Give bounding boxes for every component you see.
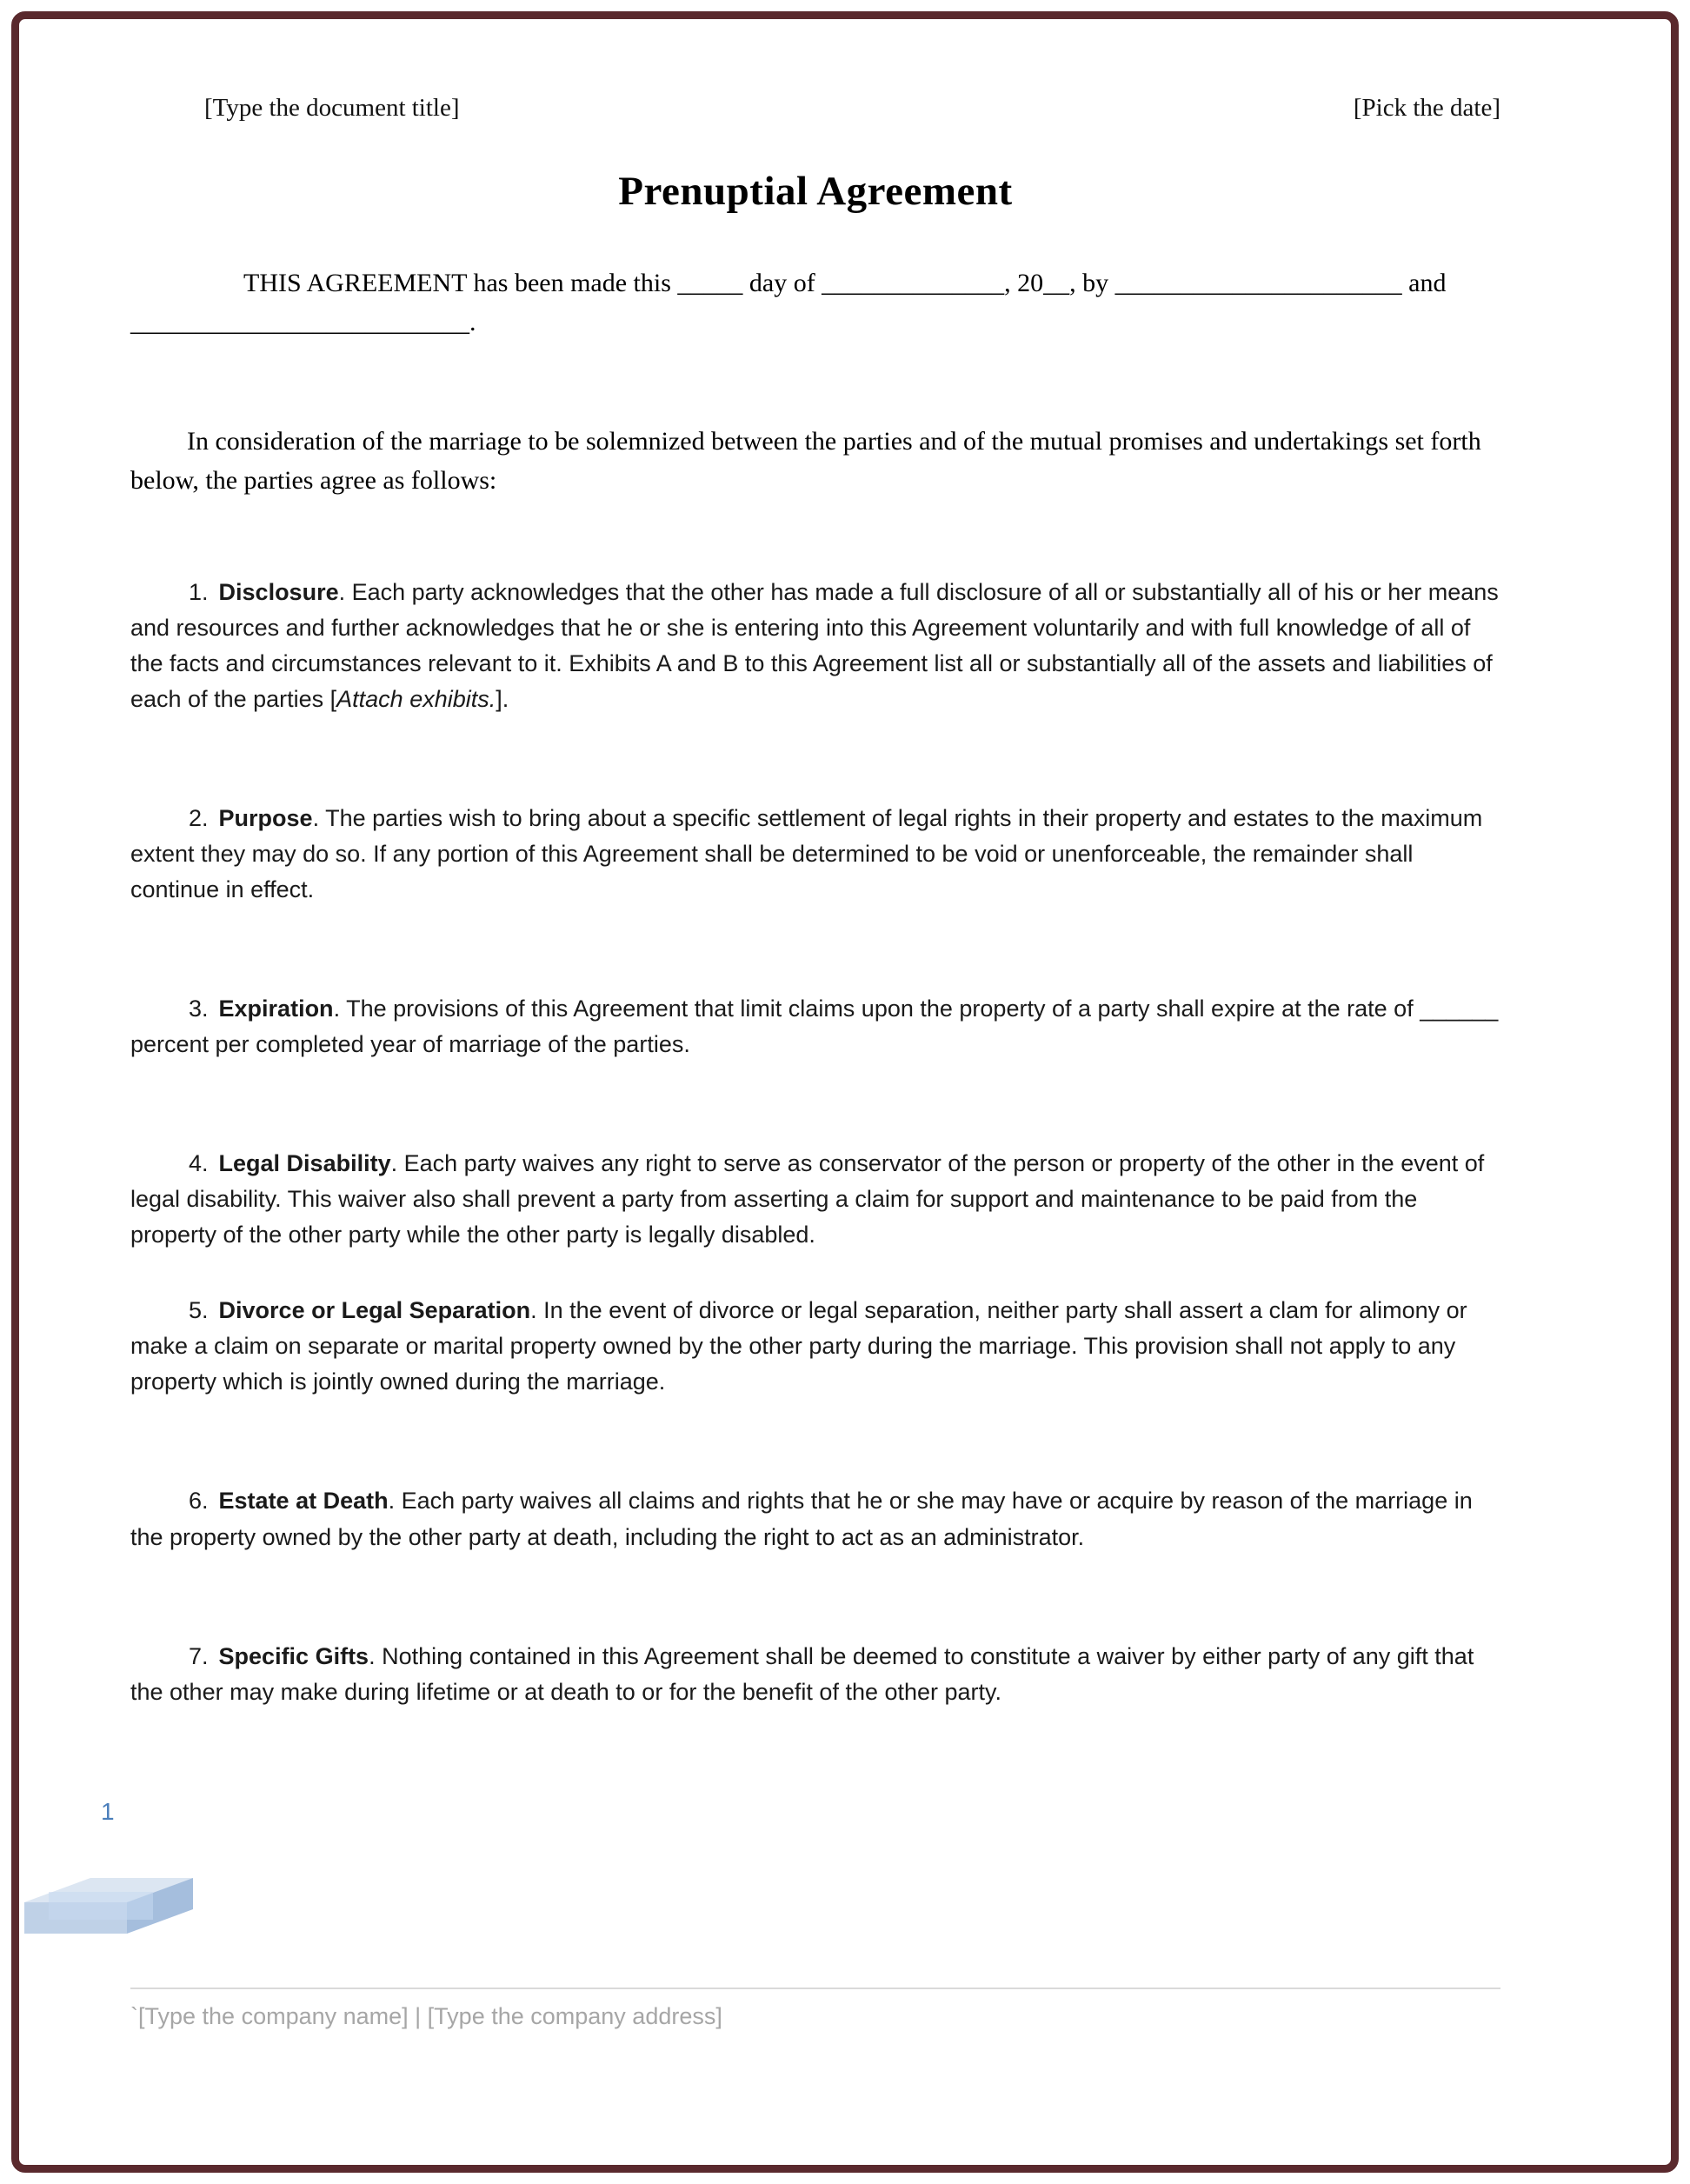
section-title: Specific Gifts [218,1642,369,1669]
section-body: . Nothing contained in this Agreement shall be deemed to constitute a waiver by either party of any gift that the other may make during lifetime or at death to or for the benefit of the other party. [130,1642,1474,1705]
section-body: . Each party waives any right to serve as conservator of the person or property of the other in the event of legal disability. This waiver also shall prevent a party from asserting a claim for support and maintenance to be paid from the property of the other party while the other party is legally disabled. [130,1150,1485,1248]
section-purpose [130,801,1500,908]
section-title: Purpose [218,805,313,832]
section-body-end: ]. [496,686,509,713]
page-title: Prenuptial Agreement [618,169,1013,214]
section-disclosure [130,575,1500,717]
section-body: . In the event of divorce or legal separation, neither party shall assert a clam for alimony or make a claim on separate or marital property owned by the other party during the marriage. This provision shall not apply to any property which is jointly owned during the marriage. [130,1297,1467,1395]
section-body: . The parties wish to bring about a specific settlement of legal rights in their property and estates to the maximum extent they may do so. If any portion of this Agreement shall be determined to be void or unenforceable, the remainder shall continue in effect. [130,805,1483,903]
section-title: Expiration [218,995,334,1022]
intro-paragraph: In consideration of the marriage to be solemnized between the parties and of the mutual promises and undertakings set forth below, the parties agree as follows: [130,427,1481,495]
section-expiration [130,991,1500,1062]
section-divorce-separation [130,1293,1500,1400]
section-estate-at-death [130,1483,1500,1555]
section-title: Legal Disability [218,1150,391,1177]
section-title: Disclosure [218,579,339,605]
footer-divider [130,1988,1500,1989]
section-body: . Each party acknowledges that the other has made a full disclosure of all or substantially all of his or her means and resources and further acknowledges that he or she is entering into this Agreement voluntarily and with full knowledge of all of the facts and circumstances relevant to it. Exhibits A and B to this Agreement list all or substantially all of the assets and liabilities of each of the parties [ [130,579,1499,713]
section-number: 3. [189,995,209,1022]
decorative-ribbon-graphic [23,1859,196,1946]
pick-date-placeholder[interactable]: [Pick the date] [1353,94,1500,122]
section-title: Estate at Death [218,1488,389,1515]
section-number: 1. [189,579,209,605]
section-number: 6. [189,1488,209,1515]
section-body: . The provisions of this Agreement that limit claims upon the property of a party shall expire at the rate of ______ percent per completed year of marriage of the parties. [130,995,1499,1058]
section-specific-gifts [130,1639,1500,1710]
document-title-placeholder[interactable]: [Type the document title] [204,94,460,122]
section-body-italic: Attach exhibits. [336,686,496,713]
document-footer [130,1988,1500,2030]
footer-company-placeholder[interactable]: `[Type the company name] | [Type the company address] [130,2003,722,2029]
section-number: 7. [189,1642,209,1669]
section-title: Divorce or Legal Separation [218,1297,531,1324]
page-number: 1 [101,1798,115,1825]
section-legal-disability [130,1146,1500,1253]
section-number: 5. [189,1297,209,1324]
opening-paragraph: THIS AGREEMENT has been made this _____ day of ______________, 20__, by ______________________ and __________________________. [130,269,1447,336]
section-number: 4. [189,1150,209,1177]
section-number: 2. [189,805,209,832]
section-body: . Each party waives all claims and rights that he or she may have or acquire by reason of the marriage in the property owned by the other party at death, including the right to act as an administrator. [130,1488,1473,1550]
document-header [130,94,1500,123]
